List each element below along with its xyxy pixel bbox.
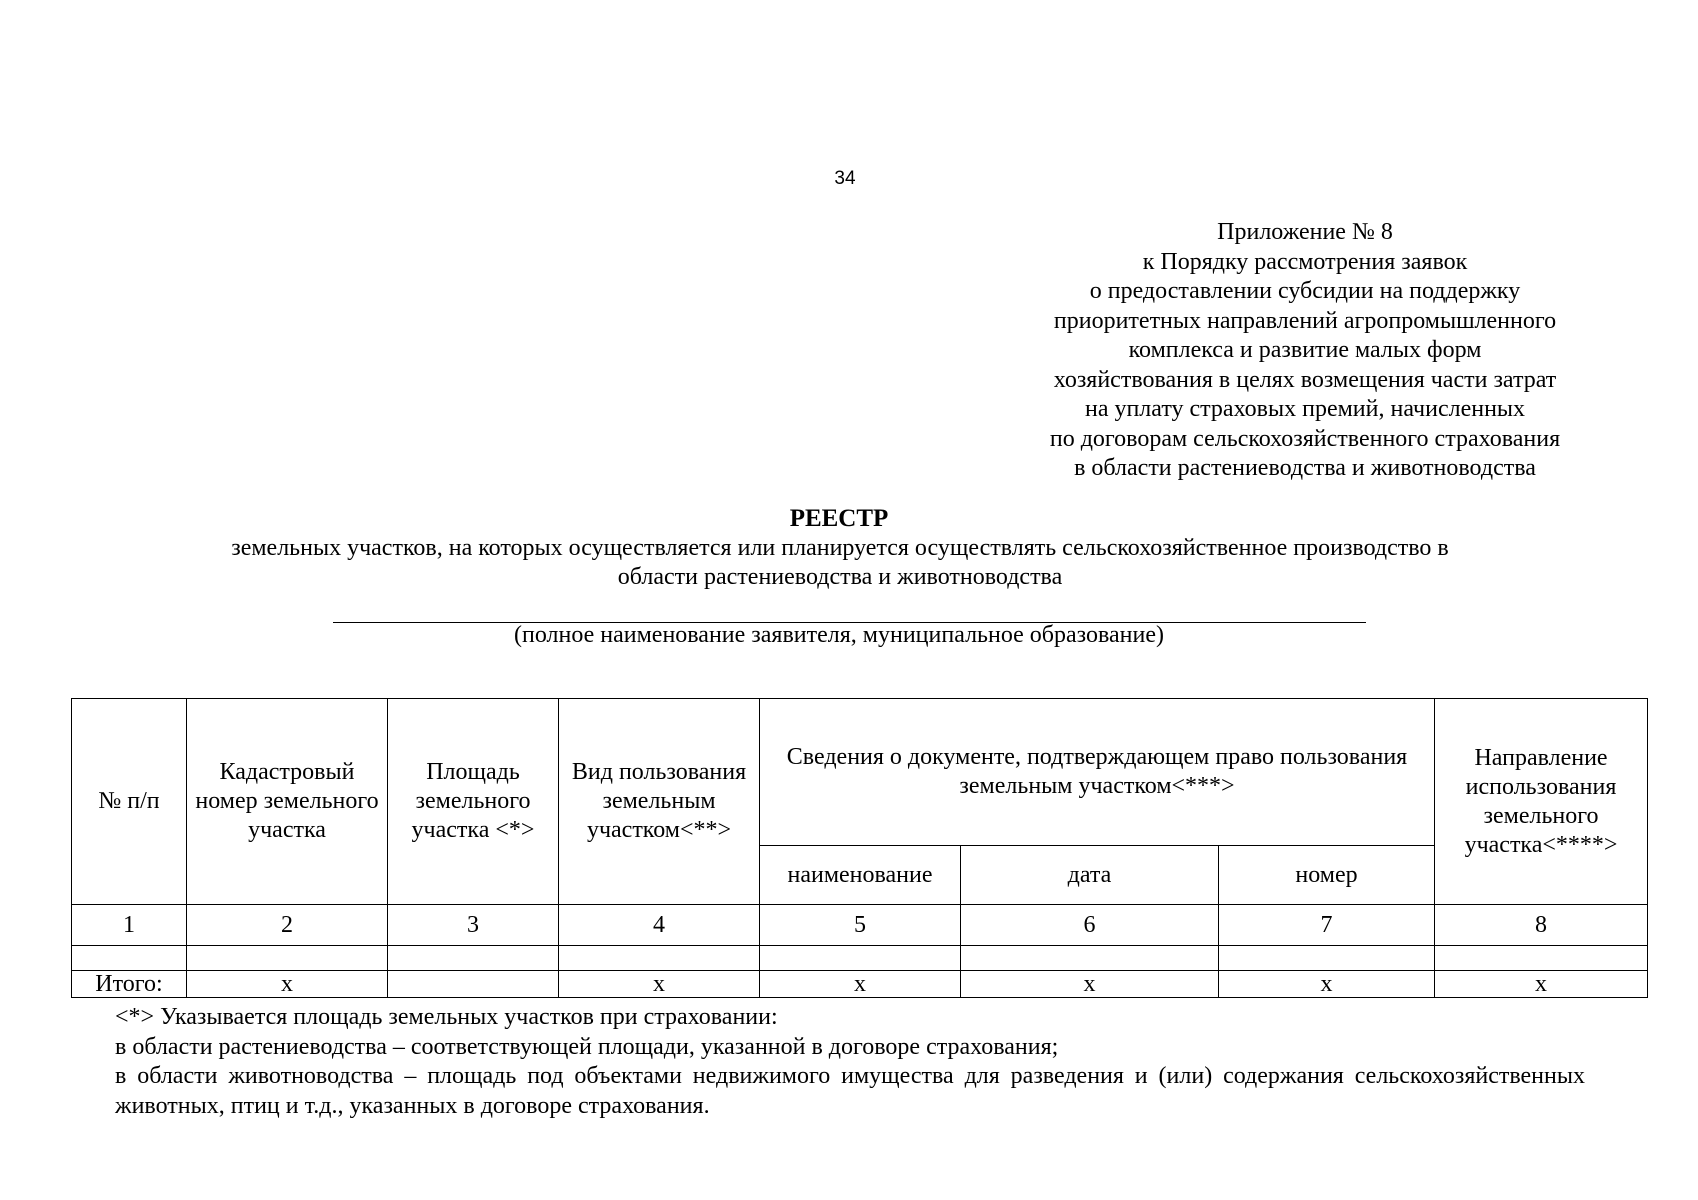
column-number: 8: [1435, 905, 1648, 946]
header-cadastral-number: Кадастровый номер земельного участка: [187, 699, 388, 905]
header-number: № п/п: [72, 699, 187, 905]
appendix-line: на уплату страховых премий, начисленных: [1084, 396, 1526, 422]
header-usage-type: Вид пользования земельным участком<**>: [559, 699, 760, 905]
footnote-line: <*> Указывается площадь земельных участков при страховании:: [115, 1004, 778, 1030]
header-document-info: Сведения о документе, подтверждающем право пользования земельным участком<***>: [760, 699, 1435, 846]
header-area: Площадь земельного участка <*>: [388, 699, 559, 905]
footnote-line: в области животноводства – площадь под объектами недвижимого имущества для разведения и (или) содержания сельскохозяйственных животных, птиц и т.д., указанных в договоре страхования.: [115, 1063, 1585, 1119]
total-label: Итого:: [72, 971, 187, 998]
appendix-line: по договорам сельскохозяйственного страхования: [1049, 425, 1561, 452]
document-subtitle: [100, 534, 1580, 592]
total-cell: х: [760, 971, 961, 998]
total-cell: х: [187, 971, 388, 998]
total-cell: х: [559, 971, 760, 998]
table-cell: [1219, 946, 1435, 971]
column-number: 4: [559, 905, 760, 946]
footnotes: [115, 1003, 1585, 1121]
footnote-line: в области растениеводства – соответствующей площади, указанной в договоре страхования;: [115, 1033, 1059, 1060]
total-cell: [388, 971, 559, 998]
total-cell: х: [961, 971, 1219, 998]
table-cell: [961, 946, 1219, 971]
appendix-line: к Порядку рассмотрения заявок: [1142, 248, 1468, 275]
appendix-line: в области растениеводства и животноводства: [1074, 455, 1536, 481]
table-cell: [388, 946, 559, 971]
header-document-name: наименование: [760, 846, 961, 905]
column-number: 7: [1219, 905, 1435, 946]
table-cell: [760, 946, 961, 971]
table-cell: [72, 946, 187, 971]
header-document-date: дата: [961, 846, 1219, 905]
appendix-line: приоритетных направлений агропромышленного: [1053, 307, 1557, 334]
subtitle-line: земельных участков, на которых осуществляется или планируется осуществлять сельскохозяйственное производство в: [231, 535, 1449, 561]
applicant-caption: (полное наименование заявителя, муниципальное образование): [513, 622, 1164, 648]
table-cell: [1435, 946, 1648, 971]
total-cell: х: [1435, 971, 1648, 998]
table-cell: [559, 946, 760, 971]
column-number: 3: [388, 905, 559, 946]
appendix-line: о предоставлении субсидии на поддержку: [1089, 278, 1521, 304]
column-number: 2: [187, 905, 388, 946]
appendix-line: комплекса и развитие малых форм: [1128, 337, 1482, 363]
total-row: [72, 971, 1648, 998]
page-number: 34: [834, 168, 856, 189]
column-number: 6: [961, 905, 1219, 946]
document-title: РЕЕСТР: [789, 505, 889, 532]
table-cell: [187, 946, 388, 971]
header-document-number: номер: [1219, 846, 1435, 905]
total-cell: х: [1219, 971, 1435, 998]
header-usage-direction: Направление использования земельного участка<****>: [1435, 699, 1648, 905]
column-number: 1: [72, 905, 187, 946]
column-number: 5: [760, 905, 961, 946]
table-header-row: [72, 699, 1648, 846]
subtitle-line: области растениеводства и животноводства: [617, 564, 1063, 590]
appendix-line: хозяйствования в целях возмещения части затрат: [1053, 366, 1557, 393]
column-number-row: [72, 905, 1648, 946]
table-row: [72, 946, 1648, 971]
appendix-line: Приложение № 8: [1217, 219, 1393, 245]
appendix-heading: [960, 218, 1650, 484]
registry-table: [71, 698, 1648, 998]
